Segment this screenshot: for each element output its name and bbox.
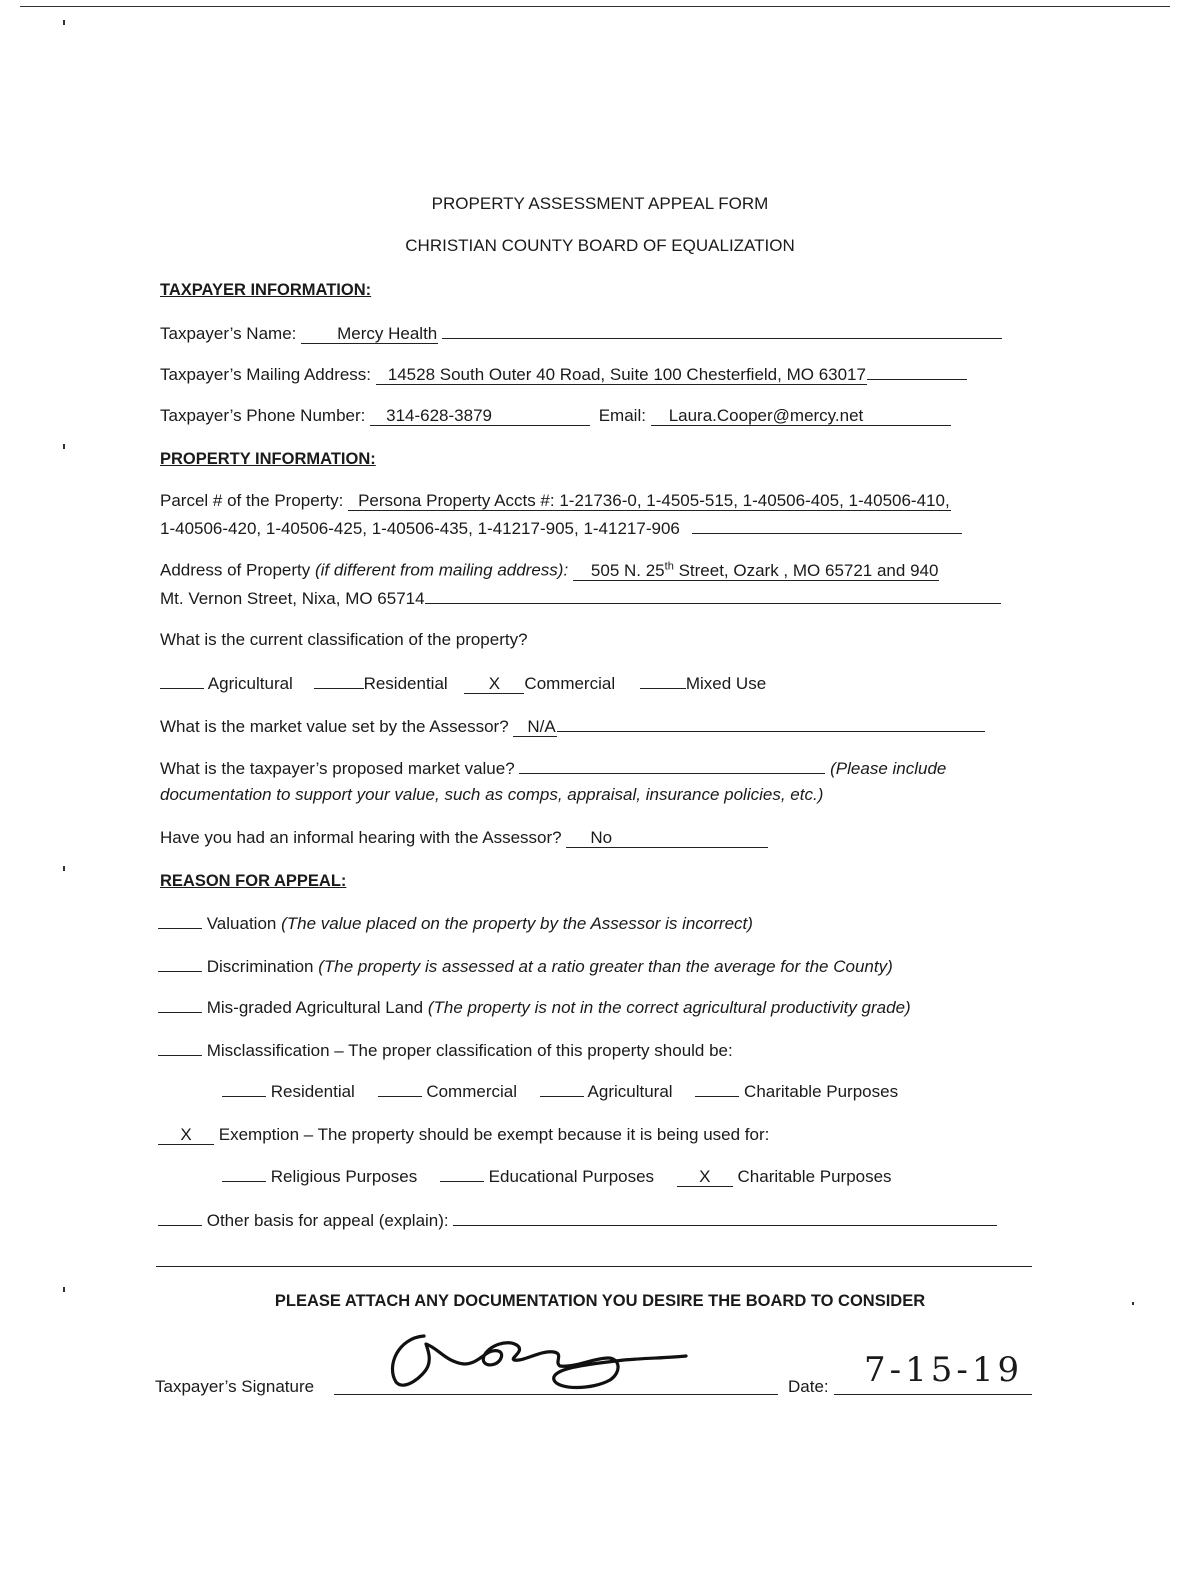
exemption-label: Exemption – The property should be exempt because it is being used for: [218, 1125, 770, 1144]
valuation-label: Valuation [206, 914, 277, 933]
phone-label: Taxpayer’s Phone Number: [160, 406, 366, 425]
proposed-value-note: (Please include [830, 759, 947, 778]
scan-speck [63, 20, 65, 25]
parcel-field-line1[interactable]: Persona Property Accts #: 1-21736-0, 1-4505-515, 1-40506-405, 1-40506-410, [348, 491, 951, 511]
religious-checkbox[interactable] [222, 1166, 266, 1182]
mailing-address-field[interactable]: 14528 South Outer 40 Road, Suite 100 Chesterfield, MO 63017 [376, 365, 867, 385]
other-basis-row [158, 1210, 997, 1231]
misgraded-checkbox[interactable] [158, 997, 202, 1013]
educational-checkbox[interactable] [440, 1166, 484, 1182]
property-address-row [160, 560, 939, 581]
misclassification-row [158, 1040, 733, 1061]
discrimination-checkbox[interactable] [158, 956, 202, 972]
misclass-residential-checkbox[interactable] [222, 1081, 266, 1097]
discrimination-label: Discrimination [206, 957, 314, 976]
signature-label: Taxpayer’s Signature [155, 1377, 315, 1396]
parcel-row [160, 491, 951, 511]
informal-hearing-question: Have you had an informal hearing with the Assessor? [160, 828, 562, 847]
mailing-address-row [160, 364, 967, 385]
other-basis-extra-line[interactable] [156, 1266, 1032, 1267]
valuation-note: (The value placed on the property by the Assessor is incorrect) [281, 914, 753, 933]
misclass-agricultural-label: Agricultural [587, 1082, 673, 1101]
scan-speck [63, 866, 65, 871]
commercial-option-label: Commercial [524, 674, 616, 693]
proposed-value-field[interactable] [519, 758, 825, 774]
discrimination-row [158, 956, 893, 977]
property-address-note: (if different from mailing address): [314, 560, 569, 580]
other-basis-label: Other basis for appeal (explain): [206, 1211, 449, 1230]
market-value-field[interactable]: N/A [513, 717, 556, 737]
taxpayer-name-field[interactable]: Mercy Health [301, 324, 438, 344]
exemption-row [158, 1125, 769, 1145]
exemption-options-row [222, 1166, 892, 1187]
form-title: PROPERTY ASSESSMENT APPEAL FORM [431, 194, 769, 213]
form-subtitle: CHRISTIAN COUNTY BOARD OF EQUALIZATION [405, 236, 795, 255]
email-field[interactable]: Laura.Cooper@mercy.net [651, 406, 952, 426]
property-address-row-2 [160, 588, 1001, 609]
handwritten-signature [384, 1322, 694, 1396]
parcel-field-line2[interactable]: 1-40506-420, 1-40506-425, 1-40506-435, 1-41217-905, 1-41217-906 [160, 519, 680, 538]
mixed-use-option-label: Mixed Use [685, 674, 767, 693]
misgraded-label: Mis-graded Agricultural Land [206, 998, 424, 1017]
proposed-value-question: What is the taxpayer’s proposed market value? [160, 759, 515, 778]
date-field[interactable]: 7-15-19 [864, 1350, 1024, 1390]
market-value-row [160, 716, 985, 737]
classification-question: What is the current classification of the property? [160, 630, 528, 649]
misgraded-row [158, 997, 911, 1018]
misclassification-checkbox[interactable] [158, 1040, 202, 1056]
property-heading: PROPERTY INFORMATION: [160, 450, 376, 468]
proposed-value-note-2: documentation to support your value, such as comps, appraisal, insurance policies, etc.) [160, 785, 824, 804]
agricultural-checkbox[interactable] [160, 673, 204, 689]
charitable-checkbox[interactable]: X [677, 1167, 733, 1187]
mixed-use-checkbox[interactable] [640, 673, 686, 689]
misgraded-note: (The property is not in the correct agricultural productivity grade) [427, 998, 911, 1017]
residential-option-label: Residential [363, 674, 448, 693]
attach-notice: PLEASE ATTACH ANY DOCUMENTATION YOU DESIRE THE BOARD TO CONSIDER [274, 1292, 926, 1310]
other-basis-checkbox[interactable] [158, 1210, 202, 1226]
scan-top-edge [20, 6, 1170, 7]
scan-speck [63, 444, 65, 449]
date-label: Date: [788, 1377, 829, 1396]
email-label: Email: [598, 406, 646, 425]
educational-label: Educational Purposes [488, 1167, 655, 1186]
commercial-checkbox[interactable]: X [464, 674, 524, 694]
exemption-checkbox[interactable]: X [158, 1125, 214, 1145]
phone-field[interactable]: 314-628-3879 [370, 406, 590, 426]
agricultural-option-label: Agricultural [207, 674, 293, 693]
market-value-question: What is the market value set by the Assessor? [160, 717, 509, 736]
religious-label: Religious Purposes [270, 1167, 418, 1186]
parcel-row-2 [160, 518, 962, 539]
taxpayer-name-row [160, 323, 1002, 344]
proposed-value-row [160, 758, 946, 779]
misclass-charitable-checkbox[interactable] [695, 1081, 739, 1097]
misclass-commercial-label: Commercial [426, 1082, 517, 1101]
residential-checkbox[interactable] [314, 673, 364, 689]
informal-hearing-field[interactable]: No [566, 828, 768, 848]
parcel-label: Parcel # of the Property: [160, 491, 344, 510]
valuation-checkbox[interactable] [158, 913, 202, 929]
date-line[interactable] [834, 1394, 1032, 1395]
reason-heading: REASON FOR APPEAL: [160, 872, 347, 890]
taxpayer-name-label: Taxpayer’s Name: [160, 324, 297, 343]
discrimination-note: (The property is assessed at a ratio greater than the average for the County) [318, 957, 893, 976]
misclassification-label: Misclassification – The proper classification of this property should be: [206, 1041, 733, 1060]
valuation-row [158, 913, 753, 934]
misclass-agricultural-checkbox[interactable] [540, 1081, 584, 1097]
charitable-label: Charitable Purposes [737, 1167, 892, 1186]
misclass-commercial-checkbox[interactable] [378, 1081, 422, 1097]
phone-email-row [160, 406, 951, 426]
taxpayer-heading: TAXPAYER INFORMATION: [160, 281, 372, 299]
misclass-options-row [222, 1081, 898, 1102]
misclass-residential-label: Residential [270, 1082, 355, 1101]
mailing-address-label: Taxpayer’s Mailing Address: [160, 365, 372, 384]
property-address-field-line2[interactable]: Mt. Vernon Street, Nixa, MO 65714 [160, 589, 425, 608]
property-address-field-line1[interactable]: 505 N. 25th Street, Ozark , MO 65721 and 940 [573, 561, 940, 581]
informal-hearing-row [160, 828, 768, 848]
classification-options-row [160, 673, 766, 694]
property-address-label: Address of Property [160, 560, 311, 580]
misclass-charitable-label: Charitable Purposes [744, 1082, 899, 1101]
other-basis-field[interactable] [453, 1210, 997, 1226]
